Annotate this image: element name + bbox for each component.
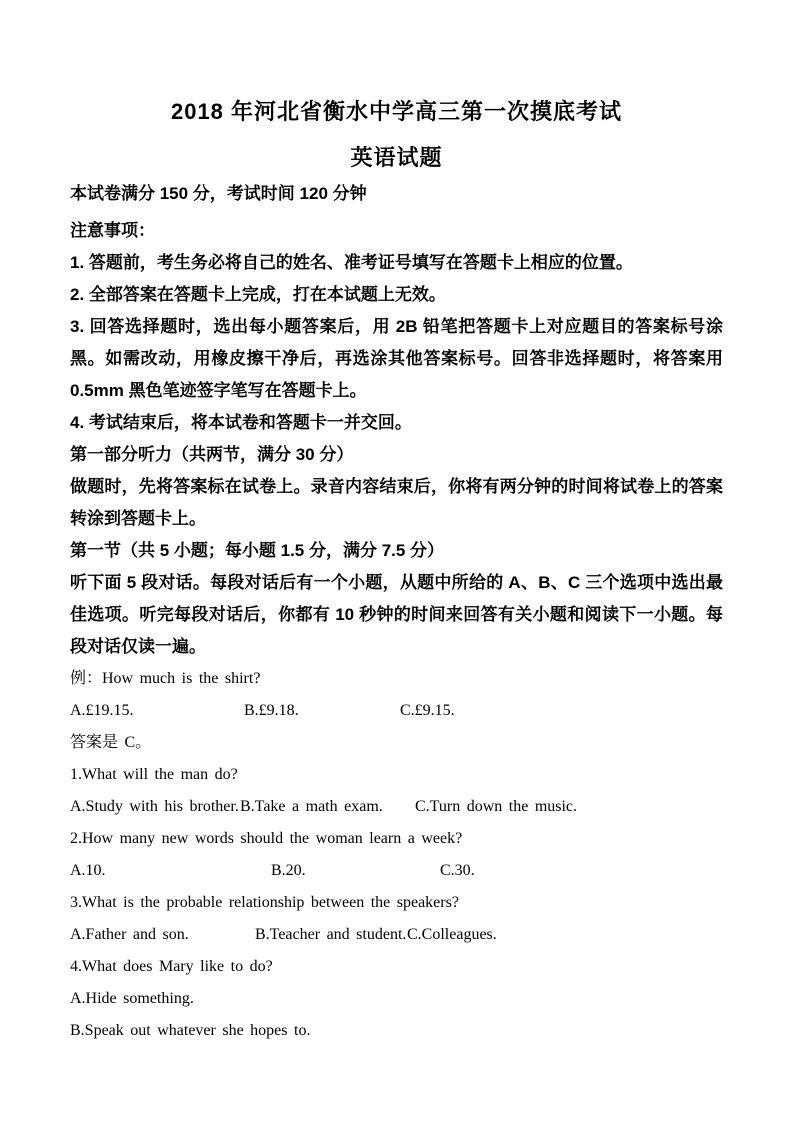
question-4-option-b: B.Speak out whatever she hopes to.: [70, 1022, 311, 1039]
question-2-option-c: C.30.: [440, 862, 475, 879]
question-3-text: 3.What is the probable relationship between the speakers?: [70, 894, 459, 911]
section1-instructions: 听下面 5 段对话。每段对话后有一个小题，从题中所给的 A、B、C 三个选项中选出最佳选项。听完每段对话后，你都有 10 秒钟的时间来回答有关小题和阅读下一小题。每段对话仅读一遍。: [70, 573, 723, 656]
example-answer: 答案是 C。: [70, 734, 152, 751]
question-1-option-a: A.Study with his brother.: [70, 798, 239, 815]
question-1-option-c: C.Turn down the music.: [415, 798, 578, 815]
notice-item-3: 3. 回答选择题时，选出每小题答案后，用 2B 铅笔把答题卡上对应题目的答案标号涂黑。如需改动，用橡皮擦干净后，再选涂其他答案标号。回答非选择题时，将答案用 0.5mm 黑色笔迹签字笔写在答题卡上。: [70, 317, 723, 400]
question-2-text: 2.How many new words should the woman learn a week?: [70, 830, 463, 847]
question-4-option-a: A.Hide something.: [70, 990, 194, 1007]
question-2-option-b: B.20.: [271, 862, 306, 879]
example-option-c: C.£9.15.: [400, 702, 455, 719]
question-3-option-b: B.Teacher and student.: [255, 926, 407, 943]
exam-info-line: 本试卷满分 150 分，考试时间 120 分钟: [70, 184, 367, 203]
example-option-b: B.£9.18.: [244, 702, 299, 719]
question-3-option-a: A.Father and son.: [70, 926, 189, 943]
question-1-option-b: B.Take a math exam.: [240, 798, 383, 815]
notice-heading: 注意事项：: [70, 221, 155, 240]
example-question: 例：How much is the shirt?: [70, 670, 261, 687]
question-2-options-row: [70, 855, 723, 887]
question-3-options-row: [70, 919, 723, 951]
notice-item-1: 1. 答题前，考生务必将自己的姓名、准考证号填写在答题卡上相应的位置。: [70, 253, 633, 272]
exam-subtitle: 英语试题: [350, 145, 443, 170]
section1-heading: 第一节（共 5 小题；每小题 1.5 分，满分 7.5 分）: [70, 541, 445, 560]
part1-note: 做题时，先将答案标在试卷上。录音内容结束后，你将有两分钟的时间将试卷上的答案转涂到答题卡上。: [70, 477, 723, 528]
part1-heading: 第一部分听力（共两节，满分 30 分）: [70, 445, 354, 464]
exam-title: 2018 年河北省衡水中学高三第一次摸底考试: [170, 99, 623, 124]
question-1-options-row: [70, 791, 723, 823]
question-3-option-c: C.Colleagues.: [407, 926, 497, 943]
notice-item-2: 2. 全部答案在答题卡上完成，打在本试题上无效。: [70, 285, 446, 304]
example-option-a: A.£19.15.: [70, 702, 134, 719]
question-2-option-a: A.10.: [70, 862, 106, 879]
question-4-text: 4.What does Mary like to do?: [70, 958, 273, 975]
exam-body: [70, 178, 723, 1047]
question-1-text: 1.What will the man do?: [70, 766, 238, 783]
example-options-row: [70, 695, 723, 727]
notice-item-4: 4. 考试结束后，将本试卷和答题卡一并交回。: [70, 413, 412, 432]
